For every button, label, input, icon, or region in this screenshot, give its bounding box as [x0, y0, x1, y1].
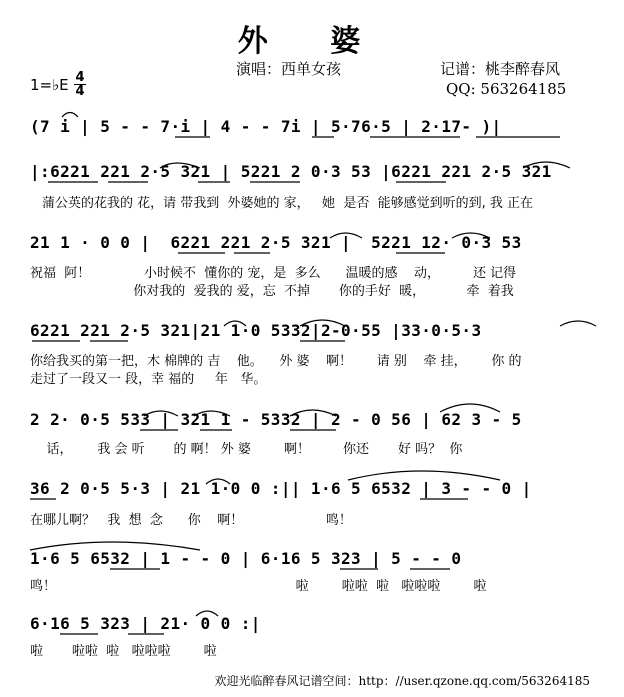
notation-line-6: 36 2 0·5 5·3 | 21 1·0 0 :|| 1·6 5 6532 | 3 - - 0 | — [30, 479, 532, 498]
song-title: 外 婆 — [237, 24, 387, 59]
notation-line-2: |:6221 221 2·5 321 | 5221 2 0·3 53 |6221 221 2·5 321 — [30, 162, 552, 181]
notation-line-5: 2 2· 0·5 533 | 321 1 - 5332 | 2 - 0 56 | 62 3 - 5 — [30, 410, 522, 429]
footer-credit: 欢迎光临醉春风记谱空间：http：//user.qzone.qq.com/563264185 — [214, 674, 590, 688]
time-signature-bottom: 4 — [75, 84, 85, 99]
notation-line-1: (7 i | 5 - - 7·i | 4 - - 7i | 5·76·5 | 2·17- )| — [30, 117, 502, 136]
singer-credit: 演唱：西单女孩 — [236, 60, 342, 78]
lyric-line-8a: 啦 啦啦 啦 啦啦啦 啦 — [30, 644, 217, 659]
lyric-line-2a: 蒲公英的花我的 花，请 带我到 外婆她的 家， 她 是否 能够感觉到听的到, 我 正在 — [42, 196, 533, 211]
lyric-line-7a: 鸣！ 啦 啦啦 啦 啦啦啦 啦 — [30, 579, 487, 594]
lyric-line-4a: 你给我买的第一把，木 棉牌的 吉 他。 外 婆 啊！ 请 别 牵 挂， 你 的 — [30, 354, 522, 369]
slur-mark — [560, 321, 596, 326]
notation-line-3: 21 1 · 0 0 | 6221 221 2·5 321 | 5221 12· 0·3 53 — [30, 233, 522, 252]
notation-line-7: 1·6 5 6532 | 1 - - 0 | 6·16 5 323 | 5 - - 0 — [30, 549, 462, 568]
lyric-line-4b: 走过了一段又一 段，幸 福的 年 华。 — [30, 372, 267, 387]
transcriber-credit: 记谱：桃李醉春风 — [440, 60, 561, 78]
lyric-line-6a: 在哪儿啊？ 我 想 念 你 啊！ 鸣！ — [30, 513, 352, 528]
lyric-line-3a: 祝福 阿！ 小时候不 懂你的 宠，是 多么 温暖的感 动， 还 记得 — [30, 266, 517, 281]
lyric-line-5a: 话， 我 会 听 的 啊！ 外 婆 啊！ 你还 好 吗？ 你 — [30, 442, 463, 457]
lyric-line-3b: 你对我的 爱我的 爱，忘 不掉 你的手好 暖， 牵 着我 — [30, 284, 514, 299]
time-signature-top: 4 — [75, 70, 85, 85]
key-signature: 1=♭E — [30, 76, 69, 94]
notation-line-4: 6221 221 2·5 321|21 1·0 5332|2-0·55 |33·0·5·3 — [30, 321, 482, 340]
notation-line-8: 6·16 5 323 | 21· 0 0 :| — [30, 614, 261, 633]
qq-number: QQ: 563264185 — [446, 80, 567, 98]
time-signature — [74, 72, 86, 97]
